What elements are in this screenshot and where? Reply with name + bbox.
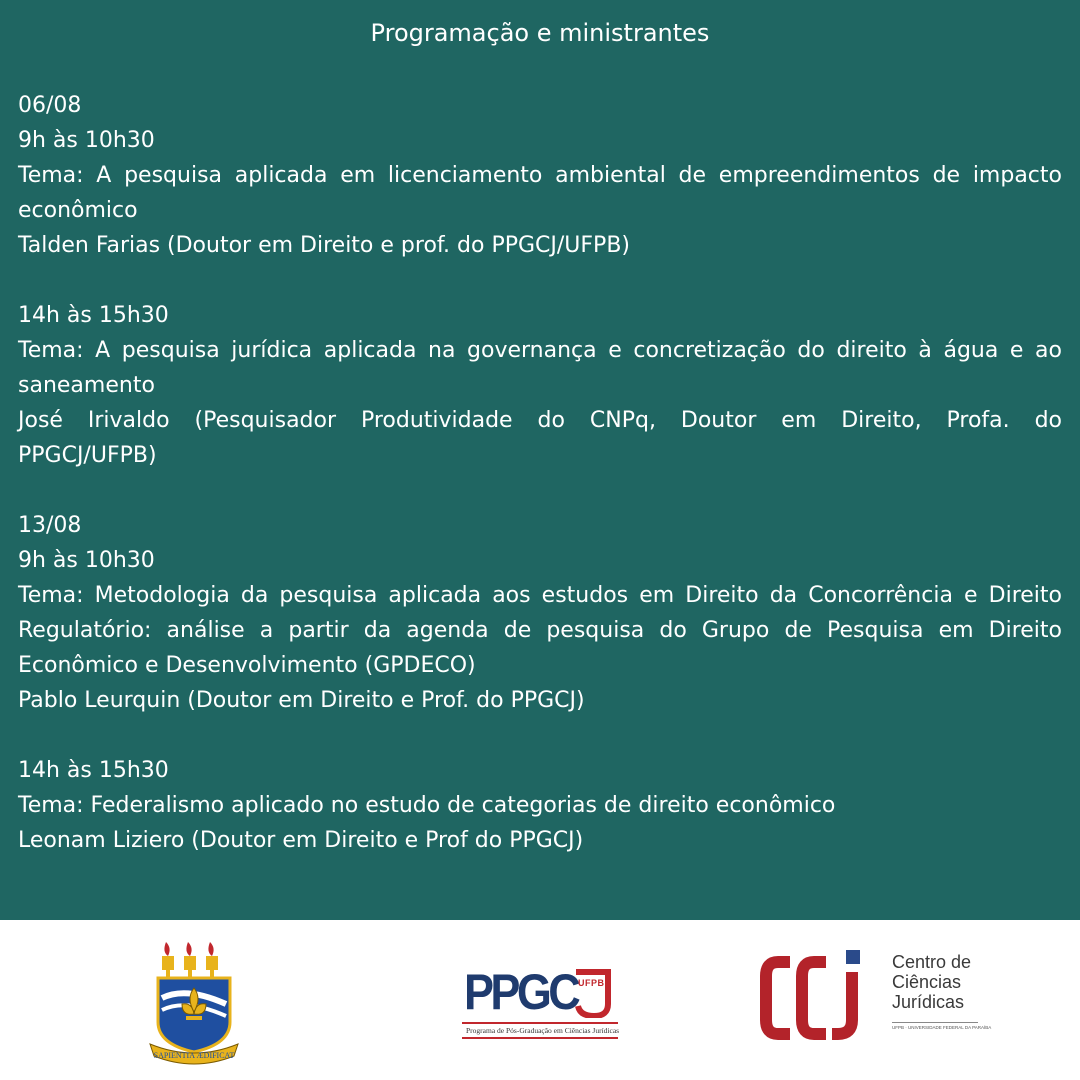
day1-session2-time: 14h às 15h30 xyxy=(18,303,169,328)
day1-session2-theme-line2: saneamento xyxy=(18,373,155,398)
crest-icon xyxy=(146,940,242,1068)
day2-session1-theme-line2: Regulatório: análise a partir da agenda de pesquisa do Grupo de Pesquisa em Direito xyxy=(18,618,1062,643)
day2-session2-time: 14h às 15h30 xyxy=(18,758,169,783)
day1-session2-speaker-line1: José Irivaldo (Pesquisador Produtividade do CNPq, Doutor em Direito, Profa. do xyxy=(18,408,1062,433)
ccj-university-caption: UFPB · UNIVERSIDADE FEDERAL DA PARAÍBA xyxy=(892,1025,992,1030)
spacer xyxy=(18,473,1062,508)
divider xyxy=(462,1022,618,1024)
day2-session1-speaker: Pablo Leurquin (Doutor em Direito e Prof. do PPGCJ) xyxy=(18,688,585,713)
ccj-logo xyxy=(760,950,992,1046)
ppgcj-logo xyxy=(462,960,620,1040)
ufpb-crest-logo xyxy=(146,940,242,1068)
day1-session1-theme-line1: Tema: A pesquisa aplicada em licenciamento ambiental de empreendimentos de impacto xyxy=(18,163,1062,188)
day2-session1-theme-line3: Econômico e Desenvolvimento (GPDECO) xyxy=(18,653,476,678)
day1-session2-speaker-line2: PPGCJ/UFPB) xyxy=(18,443,157,468)
divider xyxy=(892,1022,978,1023)
ccj-name-line2: Ciências xyxy=(892,972,962,992)
ccj-name-line3: Jurídicas xyxy=(892,992,965,1012)
spacer xyxy=(18,718,1062,753)
spacer xyxy=(18,263,1062,298)
divider xyxy=(462,1037,618,1039)
day2-session1-time: 9h às 10h30 xyxy=(18,548,155,573)
day1-date: 06/08 xyxy=(18,93,82,118)
ppgcj-j-icon xyxy=(570,968,616,1018)
day1-session1-theme-line2: econômico xyxy=(18,198,138,223)
ccj-name-line1: Centro de xyxy=(892,952,972,972)
day2-session1-theme-line1: Tema: Metodologia da pesquisa aplicada aos estudos em Direito da Concorrência e Direito xyxy=(18,583,1062,608)
day1-session1-time: 9h às 10h30 xyxy=(18,128,155,153)
schedule-list xyxy=(18,88,1062,858)
page-title: Programação e ministrantes xyxy=(370,19,710,47)
ccj-name xyxy=(892,952,971,1012)
day2-session2-theme: Tema: Federalismo aplicado no estudo de categorias de direito econômico xyxy=(18,793,836,818)
day2-session2-speaker: Leonam Liziero (Doutor em Direito e Prof do PPGCJ) xyxy=(18,828,584,853)
ccj-mark-icon xyxy=(760,950,884,1046)
crest-motto: SAPIENTIA ÆDIFICAT xyxy=(153,1051,235,1060)
day1-session1-speaker: Talden Farias (Doutor em Direito e prof. do PPGCJ/UFPB) xyxy=(18,233,630,258)
day1-session2-theme-line1: Tema: A pesquisa jurídica aplicada na governança e concretização do direito à água e ao xyxy=(18,338,1062,363)
ppgcj-subtitle: Programa de Pós-Graduação em Ciências Jurídicas xyxy=(466,1026,620,1035)
ppgcj-ufpb-tag: UFPB xyxy=(578,978,605,988)
ppgcj-wordmark: PPGC xyxy=(464,964,578,1020)
day2-date: 13/08 xyxy=(18,513,82,538)
